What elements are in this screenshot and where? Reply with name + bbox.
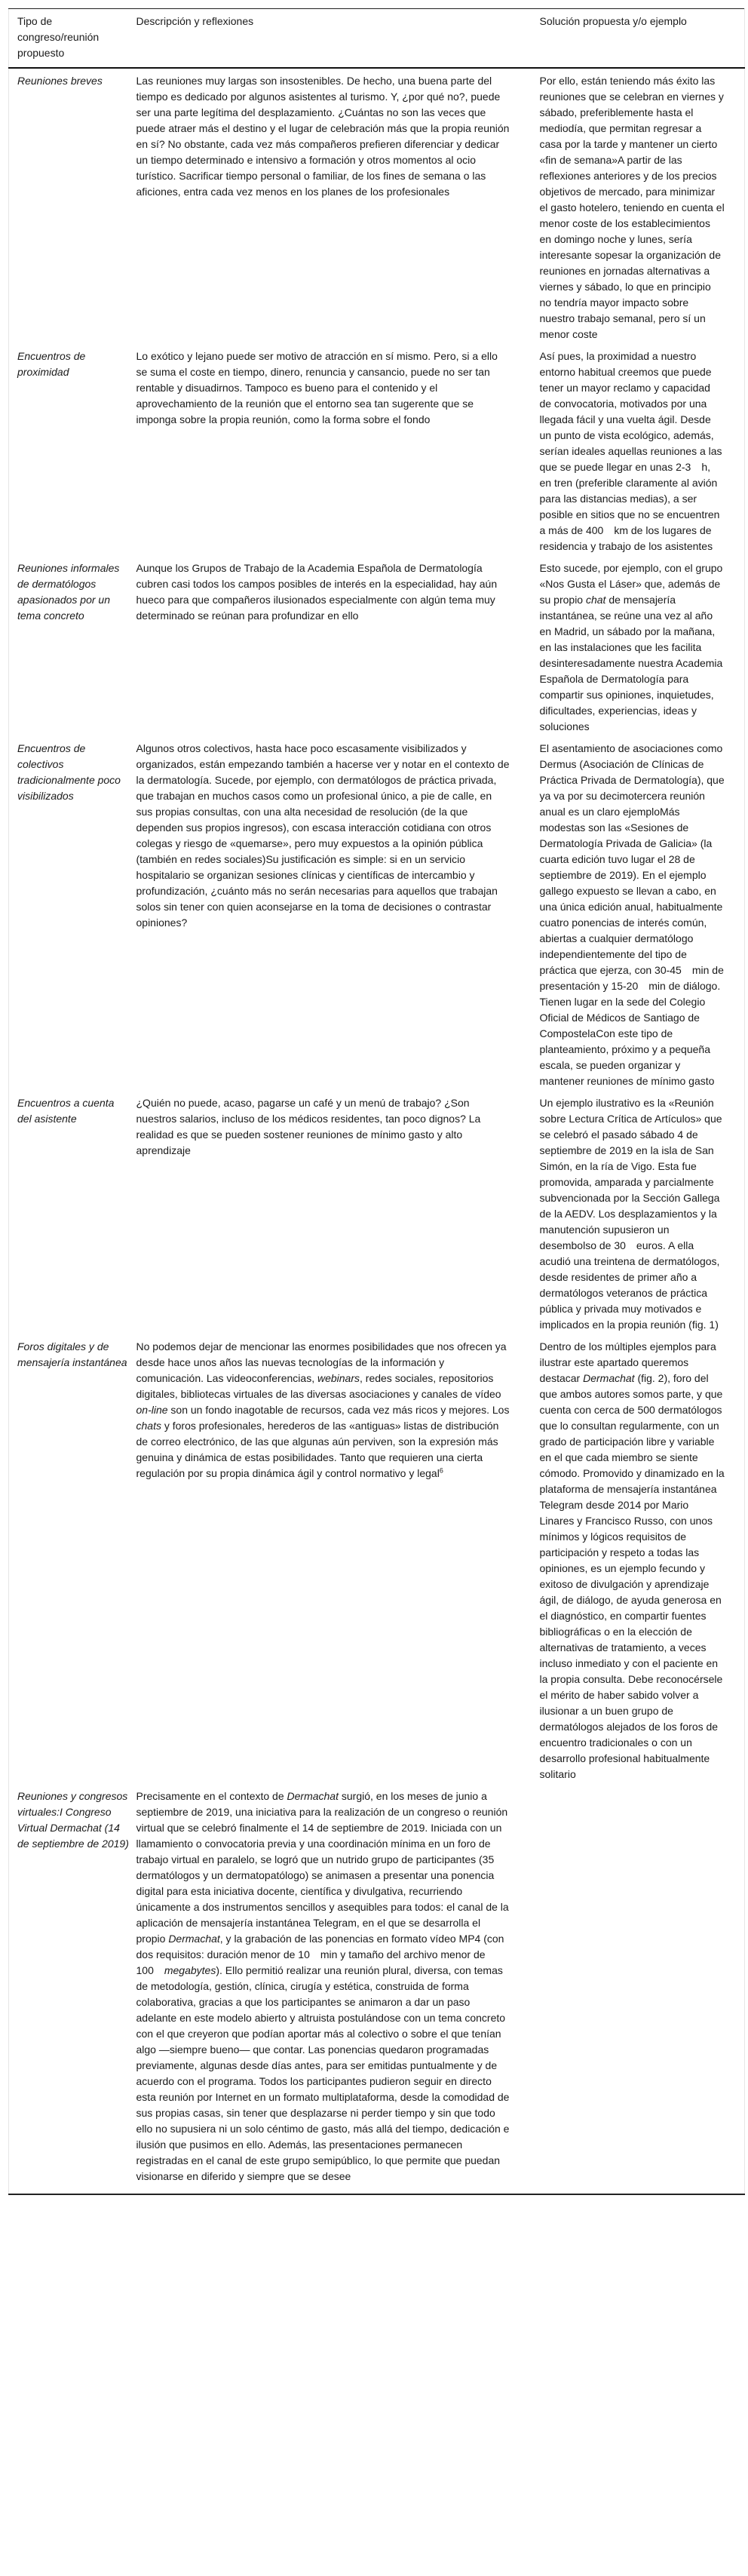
text-segment: Dermachat bbox=[583, 1372, 635, 1384]
cell-solution bbox=[540, 556, 745, 736]
table-row bbox=[9, 344, 745, 556]
text-segment: Por ello, están teniendo más éxito las reuniones que se celebran en viernes y sábado, preferiblemente hasta el mediodía, que permitan regresar a casa por la tarde y mantener un cierto «fin de semana»A partir de las reflexiones anteriores y de los precios objetivos de mercado, para minimizar el gasto hotelero, teniendo en cuenta el menor coste de los establecimientos en domingo noche y lunes, sería interesante sopesar la organización de reuniones en jornadas alternativas a viernes y sábado, lo que en principio no tendría mayor impacto sobre nuestro trabajo semanal, pero sí un menor coste bbox=[539, 75, 725, 340]
text-segment: Dermachat bbox=[168, 1933, 220, 1945]
text-segment: Aunque los Grupos de Trabajo de la Academia Española de Dermatología cubren casi todos los campos posibles de interés en la especialidad, hay aún hueco para que compañeros ilusionados especialmente con algún tema muy determinado se reúnan para profundizar en ello bbox=[136, 562, 498, 622]
text-segment: Reuniones breves bbox=[17, 75, 103, 87]
text-segment: son un fondo inagotable de recursos, cada vez más ricos y mejores. Los bbox=[167, 1404, 510, 1416]
text-segment: ¿Quién no puede, acaso, pagarse un café y un menú de trabajo? ¿Son nuestros salarios, incluso de los médicos residentes, tan poco dignos? La realidad es que se pueden sostener reuniones de mínimo gasto y alto aprendizaje bbox=[136, 1097, 481, 1156]
cell-solution bbox=[540, 1091, 745, 1334]
text-segment: Reuniones y congresos virtuales:I Congreso Virtual Dermachat (14 de septiembre de 2019) bbox=[17, 1790, 129, 1850]
text-segment: Un ejemplo ilustrativo es la «Reunión sobre Lectura Crítica de Artículos» que se celebró el pasado sábado 4 de septiembre de 2019 en la isla de San Simón, en la ría de Vigo. Esta fue promovida, amparada y parcialmente subvencionada por la Sección Gallega de la AEDV. Los desplazamientos y la manutención supusieron un desembolso de 30 euros. A ella acudió una treintena de dermatólogos, desde residentes de primer año a dermatólogos veteranos de práctica pública y privada muy motivados e implicados en la propia reunión (fig. 1) bbox=[539, 1097, 722, 1331]
cell-description bbox=[136, 1784, 540, 2194]
table-row bbox=[9, 556, 745, 736]
cell-type bbox=[9, 556, 136, 736]
text-segment: , y la grabación de las ponencias en formato vídeo MP4 (con dos requisitos: duración menor de 10 min y tamaño del archivo menor de 100 bbox=[136, 1933, 504, 1976]
text-segment: , redes sociales, repositorios digitales, bibliotecas virtuales de las diversas asociaciones y canales de vídeo bbox=[136, 1372, 501, 1400]
text-segment: megabytes bbox=[164, 1964, 216, 1976]
text-segment: Así pues, la proximidad a nuestro entorno habitual creemos que puede tener un mayor reclamo y capacidad de convocatoria, motivados por una llegada fácil y una vuelta ágil. Desde un punto de vista ecológico, además, serían ideales aquellas reuniones a las que se puede llegar en unas 2-3 h, en tren (preferible claramente al avión para las distancias medias), a ser posible en sitios que no se encuentren a más de 400 km de los lugares de residencia y trabajo de los asistentes bbox=[539, 350, 722, 552]
text-segment: Las reuniones muy largas son insostenibles. De hecho, una buena parte del tiempo es dedicado por algunos asistentes al turismo. Y, ¿por qué no?, puede ser una parte legítima del desplazamiento. ¿Cuántas no son las veces que puede atraer más el destino y el lugar de celebración más que la propia reunión en sí? No obstante, cada vez más compañeros prefieren diferenciar y dedicar un tiempo determinado e intensivo a formación y otros momentos al ocio turístico. Sacrificar tiempo personal o familiar, de los fines de semana o las aficiones, entra cada vez menos en los planes de los profesionales bbox=[136, 75, 510, 198]
table-body bbox=[9, 68, 745, 2194]
reference-superscript: 6 bbox=[439, 1466, 443, 1475]
table-row bbox=[9, 1091, 745, 1334]
text-segment: de mensajería instantánea, se reúne una vez al año en Madrid, un sábado por la mañana, en las instalaciones que les facilita desinteresadamente nuestra Academia Española de Dermatología para compartir sus opiniones, inquietudes, dificultades, experiencias, ideas y soluciones bbox=[539, 594, 723, 732]
cell-solution bbox=[540, 344, 745, 556]
meeting-types-table bbox=[8, 8, 745, 2195]
cell-type bbox=[9, 736, 136, 1091]
cell-description bbox=[136, 1334, 540, 1784]
header-solution: Solución propuesta y/o ejemplo bbox=[540, 9, 745, 69]
cell-type bbox=[9, 1784, 136, 2194]
cell-type bbox=[9, 1334, 136, 1784]
table-row bbox=[9, 1784, 745, 2194]
text-segment: Encuentros a cuenta del asistente bbox=[17, 1097, 115, 1125]
text-segment: No podemos dejar de mencionar las enormes posibilidades que nos ofrecen ya desde hace unos años las nuevas tecnologías de la información y comunicación. Las videoconferencias, bbox=[136, 1340, 507, 1384]
text-segment: El asentamiento de asociaciones como Dermus (Asociación de Clínicas de Práctica Privada de Dermatología), que ya va por su decimotercera reunión anual es un claro ejemploMás modestas son las «Sesiones de Dermatología Privada de Galicia» (la cuarta edición tuvo lugar el 28 de septiembre de 2019). En el ejemplo gallego expuesto se llevan a cabo, en una única edición anual, habitualmente cuatro ponencias de interés común, abiertas a cualquier dermatólogo independientemente del tipo de práctica que ejerza, con 30-45 min de presentación y 15-20 min de diálogo. Tienen lugar en la sede del Colegio Oficial de Médicos de Santiago de CompostelaCon este tipo de planteamiento, próximo y a pequeña escala, se pueden organizar y mantener reuniones de mínimo gasto bbox=[539, 742, 725, 1087]
text-segment: chats bbox=[136, 1420, 161, 1432]
cell-type bbox=[9, 68, 136, 344]
text-segment: Dentro de los múltiples ejemplos para ilustrar este apartado queremos destacar bbox=[539, 1340, 716, 1384]
cell-solution bbox=[540, 1334, 745, 1784]
text-segment: Encuentros de colectivos tradicionalmente poco visibilizados bbox=[17, 742, 121, 802]
cell-description bbox=[136, 736, 540, 1091]
header-type: Tipo de congreso/reunión propuesto bbox=[9, 9, 136, 69]
text-segment: ). Ello permitió realizar una reunión plural, diversa, con temas de metodología, gestión, clínica, cirugía y estética, construida de forma colaborativa, gracias a que los participantes se animaron a dar un paso adelante en este modelo abierto y altruista postulándose con un tema concreto con el que creyeron que podían aportar más al colectivo o sobre el que tenían algo —siempre bueno— que contar. Las ponencias quedaron programadas previamente, algunas desde días antes, para ser emitidas puntualmente y de acuerdo con el programa. Todos los participantes pudieron seguir en directo esta reunión por Internet en un formato multiplataforma, desde la comodidad de sus propias casas, sin tener que desplazarse ni perder tiempo y sin que todo ello no supusiera ni un solo céntimo de gasto, más allá del tiempo, dedicación e ilusión que pusimos en ello. Además, las presentaciones permanecen registradas en el canal de este grupo semipúblico, lo que permite que puedan visionarse en diferido y siempre que se desee bbox=[136, 1964, 510, 2182]
text-segment: Reuniones informales de dermatólogos apasionados por un tema concreto bbox=[17, 562, 120, 622]
cell-description bbox=[136, 556, 540, 736]
text-segment: webinars bbox=[317, 1372, 360, 1384]
text-segment: on-line bbox=[136, 1404, 168, 1416]
cell-solution bbox=[540, 1784, 745, 2194]
text-segment: Esto sucede, por ejemplo, con el grupo «Nos Gusta el Láser» que, además de su propio bbox=[539, 562, 723, 606]
text-segment: Lo exótico y lejano puede ser motivo de atracción en sí mismo. Pero, si a ello se suma el coste en tiempo, dinero, renuncia y cansancio, puede no ser tan rentable y disuadirnos. Tampoco es bueno para el contenido y el aprovechamiento de la reunión que el entorno sea tan sugerente que se imponga sobre la propia reunión, como la forma sobre el fondo bbox=[136, 350, 498, 425]
cell-type bbox=[9, 344, 136, 556]
text-segment: (fig. 2), foro del que ambos autores somos parte, y que cuenta con cerca de 500 dermatólogos que lo consultan regularmente, con un grado de participación libre y variable en el que cada miembro se siente cómodo. Promovido y dinamizado en la plataforma de mensajería instantánea Telegram desde 2014 por Mario Linares y Francisco Russo, con unos mínimos y lógicos requisitos de participación y respeto a todas las opiniones, es un ejemplo fecundo y exitoso de divulgación y aprendizaje ágil, de diálogo, de ayuda generosa en el diagnóstico, en compartir fuentes bibliográficas o en la elección de alternativas de tratamiento, a veces incluso inmediato y con el paciente en la propia consulta. Debe reconocérsele el mérito de haber sabido volver a ilusionar a un buen grupo de dermatólogos alejados de los foros de encuentro tradicionales o con un desarrollo profesional habitualmente solitario bbox=[539, 1372, 725, 1780]
text-segment: Precisamente en el contexto de bbox=[136, 1790, 287, 1802]
cell-description bbox=[136, 1091, 540, 1334]
text-segment: Dermachat bbox=[287, 1790, 339, 1802]
table-row bbox=[9, 68, 745, 344]
cell-solution bbox=[540, 68, 745, 344]
text-segment: surgió, en los meses de junio a septiembre de 2019, una iniciativa para la realización de un congreso o reunión virtual que se celebró finalmente el 14 de septiembre de 2019. Iniciada con un llamamiento o convocatoria previa y una coordinación mínima en un foro de trabajo virtual en paralelo, se logró que un nutrido grupo de participantes (35 dermatólogos y un dermatopatólogo) se animasen a presentar una ponencia digital para esta iniciativa docente, científica y divulgativa, recurriendo únicamente a dos instrumentos sencillos y asequibles para todos: el canal de la aplicación de mensajería instantánea Telegram, en el que se desarrolla el propio bbox=[136, 1790, 509, 1945]
cell-type bbox=[9, 1091, 136, 1334]
cell-solution bbox=[540, 736, 745, 1091]
table-row bbox=[9, 1334, 745, 1784]
cell-description bbox=[136, 68, 540, 344]
cell-description bbox=[136, 344, 540, 556]
table-header-row bbox=[9, 9, 745, 69]
text-segment: Algunos otros colectivos, hasta hace poco escasamente visibilizados y organizados, están empezando también a hacerse ver y notar en el contexto de la dermatología. Sucede, por ejemplo, con dermatólogos de práctica privada, que trabajan en muchos casos como un profesional único, a pie de calle, en sus propias consultas, con una alta necesidad de resolución (de la que dependen sus propios ingresos), con escasa interacción cotidiana con otros colegas y riesgo de «quemarse», pero muy expuestos a la opinión pública (también en redes sociales)Su justificación es simple: si en un servicio hospitalario se organizan sesiones clínicas y científicas de intercambio y profundización, ¿cuánto más no serán necesarias para aquellos que trabajan solos sin tener con quien aconsejarse en la toma de decisiones o contrastar opiniones? bbox=[136, 742, 510, 929]
text-segment: Encuentros de proximidad bbox=[17, 350, 86, 378]
table-row bbox=[9, 736, 745, 1091]
text-segment: y foros profesionales, herederos de las «antiguas» listas de distribución de correo electrónico, de las que algunas aún perviven, son la expresión más genuina y dinámica de estas posibilidades. Tanto que requieren una cierta regulación por su propia dinámica ágil y control normativo y legal bbox=[136, 1420, 499, 1479]
text-segment: Foros digitales y de mensajería instantánea bbox=[17, 1340, 127, 1368]
header-description: Descripción y reflexiones bbox=[136, 9, 540, 69]
text-segment: chat bbox=[585, 594, 606, 606]
